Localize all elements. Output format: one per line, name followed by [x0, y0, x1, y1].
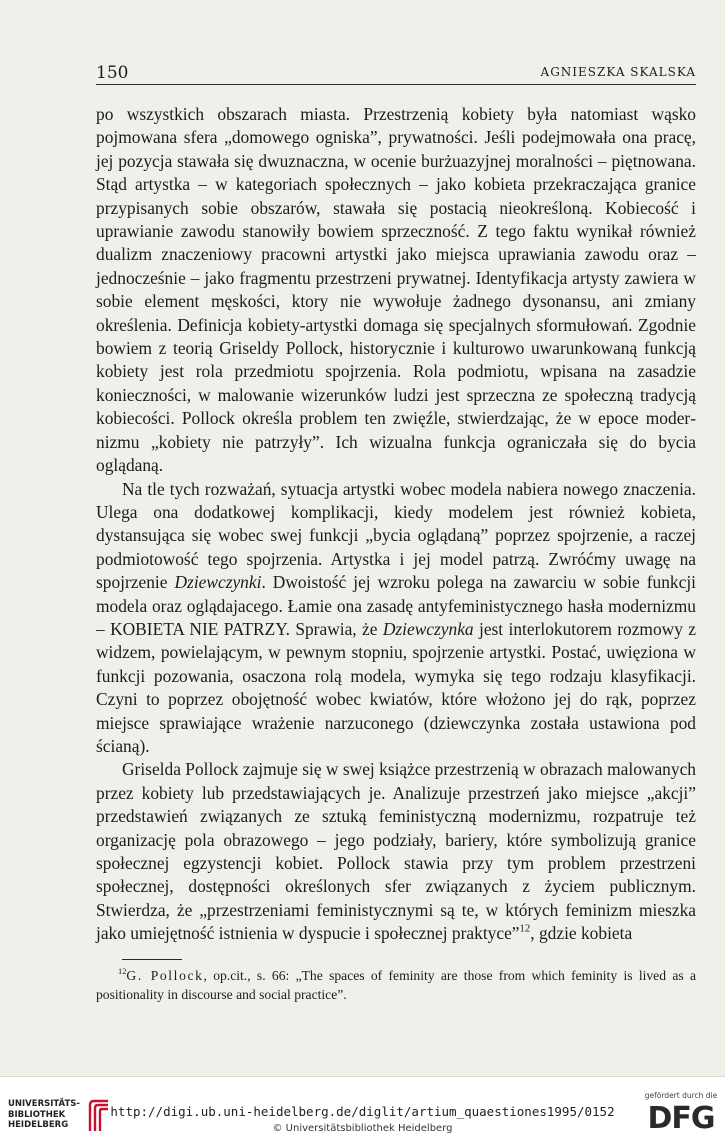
- footnote: [96, 967, 696, 1004]
- footnote-number: 12: [118, 966, 127, 977]
- library-name: UNIVERSITÄTS- BIBLIOTHEK HEIDELBERG: [8, 1099, 80, 1130]
- footnote-ref[interactable]: 12: [519, 922, 531, 935]
- footnote-rule: [122, 959, 182, 960]
- page-header: [96, 62, 696, 85]
- footnote-author: G. Pollock: [126, 968, 204, 983]
- running-head: AGNIESZKA SKALSKA: [540, 65, 696, 79]
- italic-title: Dziewczynki: [174, 572, 262, 593]
- page-number: 150: [96, 63, 129, 83]
- italic-title: Dziewczynka: [382, 618, 474, 639]
- dfg-wordmark: DFG: [647, 1101, 715, 1136]
- permalink-url[interactable]: http://digi.ub.uni-heidelberg.de/diglit/artium_quaestiones1995/0152: [110, 1104, 615, 1119]
- funding-caption: gefördert durch die: [644, 1091, 718, 1100]
- footnote-text: , op.cit., s. 66: „The spaces of feminity are those from which feminity is lived as a positionality in discourse and social practice”.: [96, 968, 696, 1002]
- paragraph-2: Na tle tych rozważań, sytuacja artystki wobec modela nabiera nowego znaczenia. Ulega ona dodatkowej komplikacji, kiedy modelem jest również kobieta, dystansująca się wobec swej funkcji „bycia oglądaną” poprzez spojrzenie, a raczej podmiotowość tego spojrzenia. Artystka i jej model patrzą. Zwróćmy uwagę na spojrzenie Dziewczynki. Dwoistość jej wzroku polega na zawarciu w sobie funkcji modela oraz oglądajacego. Łamie ona zasadę antyfeministycznego hasła modernizmu – KOBIETA NIE PATRZY. Sprawia, że Dziewczynka jest interlokutorem rozmowy z widzem, powielającym, w pewnym stopniu, spojrzenie artystki. Postać, uwięziona w funkcji pozowania, osaczona rolą modela, wymyka się tego rodzaju klasyfikacji. Czyni to poprzez obojętność wobec kwiatów, które włożono jej do rąk, poprzez miejsce sprawiające wrażenie narzuconego (dziewczynka została ustawiona pod ścianą).: [96, 478, 697, 756]
- paragraph-3: Griselda Pollock zajmuje się w swej książce przestrzenią w obrazach malowanych przez kobiety lub przedstawiających je. Analizuje przestrzeń jako miejsce „akcji” przedstawień związanych ze sztuką feministyczną modernizmu, rozpatruje też organizację pola obrazowego – jego podziały, bariery, które symbolizują granice społecznej egzystencji kobiet. Pollock stawia przy tym problem przestrzeni społecznej, dostępności określonych sfer związanych z życiem publicznym. Stwierdza, że „przestrzeniami feministycznymi są te, w których feminizm mieszka jako umiejętność istnienia w dyspucie i społecznej praktyce”$^{12}$, gdzie kobieta: [96, 759, 696, 944]
- copyright-notice: © Universitätsbibliothek Heidelberg: [272, 1123, 453, 1134]
- body-text: [96, 103, 696, 946]
- paragraph-1: po wszystkich obszarach miasta. Przestrzenią kobiety była natomiast wąsko pojmowana sfera „domowego ogniska”, prywatności. Jeśli podejmowała ona pracę, jej pozycja stawała się dwuznaczna, w ocenie burżuazyjnej moralności – piętnowana. Stąd artystka – w kategoriach społecznych – jako kobieta przekraczająca granice przypisanych sobie obszarów, stawała się postacią nieokreśloną. Kobiecość i uprawianie zawodu stanowiły bowiem sprzeczność. Z tego faktu wynikał również dualizm znaczeniowy pracowni artystki jako miejsca uprawiania zawodu oraz – jednocześnie – jako fragmentu przestrzeni prywatnej. Identyfikacja artysty zawiera w sobie element męskości, ktory nie wywołuje żadnego dysonansu, ani zmiany określenia. Definicja kobiety-artystki domaga się specjalnych sformułowań. Zgodnie bowiem z teorią Griseldy Pollock, historycznie i kulturowo uwarunkowaną funkcją kobiety jest rola przedmiotu spojrzenia. Rola podmiotu, wpisana na zasadzie konieczności, w malowanie wizerunków ludzi jest sprzeczna ze społeczną tradycją kobiecości. Pollock określa problem ten zwięźle, stwierdzając, że w epoce modernizmu „kobiety nie patrzyły”. Ich wizualna funkcja ograniczała się do bycia oglądaną.: [96, 104, 696, 476]
- dfg-logo[interactable]: [643, 1091, 719, 1139]
- viewer-footer: [0, 1076, 725, 1143]
